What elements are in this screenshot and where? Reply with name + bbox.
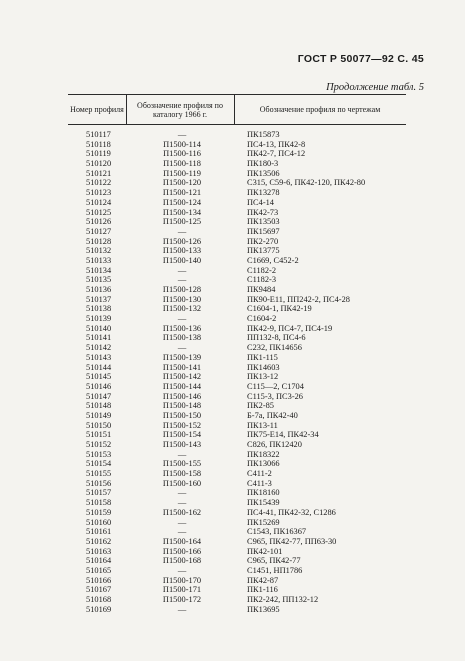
page-header: ГОСТ Р 50077—92 С. 45 — [297, 53, 424, 65]
profile-number-cell: 510168 — [86, 595, 112, 604]
profile-number-cell: 510157 — [86, 488, 112, 498]
catalog-1966-cell: П1500-121 — [162, 188, 202, 198]
table-header-rule — [68, 124, 406, 125]
profile-number-cell: 510132 — [86, 246, 112, 256]
catalog-1966-cell: П1500-114 — [163, 139, 201, 149]
profile-number-cell: 510153 — [86, 449, 112, 459]
drawing-designation-cell: ПС4-13, ПК42-8 — [247, 139, 306, 149]
catalog-1966-cell: П1500-125 — [162, 217, 202, 227]
profile-number-cell: 510120 — [86, 159, 112, 169]
profile-number-cell: 510166 — [86, 575, 112, 585]
drawing-designation-cell: С411-2 — [247, 469, 272, 479]
drawing-designation-cell: ПС4-41, ПК42-32, С1286 — [247, 507, 336, 517]
profile-number-cell: 510117 — [86, 130, 111, 139]
drawing-designation-cell: С411-3 — [247, 478, 272, 488]
table-row — [0, 304, 465, 314]
drawing-designation-cell: С1669, С452-2 — [247, 255, 299, 265]
table-row — [0, 159, 465, 169]
table-row — [0, 324, 465, 334]
catalog-1966-cell: — — [177, 275, 187, 285]
catalog-1966-cell: — — [177, 449, 187, 459]
table-row — [0, 440, 465, 450]
drawing-designation-cell: ПК18160 — [247, 488, 280, 498]
profile-number-cell: 510164 — [86, 556, 112, 566]
table-row — [0, 595, 465, 605]
table-row — [0, 459, 465, 469]
table-row — [0, 508, 465, 518]
catalog-1966-cell: П1500-171 — [162, 585, 202, 595]
catalog-1966-cell: П1500-120 — [162, 178, 202, 188]
profile-number-cell: 510137 — [86, 294, 112, 304]
catalog-1966-cell: П1500-172 — [162, 595, 202, 604]
table-row — [0, 479, 465, 489]
catalog-1966-cell: П1500-136 — [162, 323, 202, 333]
drawing-designation-cell: С115—2, С1704 — [247, 381, 304, 391]
catalog-1966-cell: — — [177, 498, 187, 508]
catalog-1966-cell: П1500-141 — [162, 362, 202, 372]
table-row — [0, 227, 465, 237]
table-row — [0, 266, 465, 276]
catalog-1966-cell: — — [177, 527, 187, 537]
profile-number-cell: 510123 — [86, 188, 112, 198]
catalog-1966-cell: П1500-155 — [162, 459, 202, 469]
table-row — [0, 256, 465, 266]
profile-number-cell: 510119 — [86, 149, 111, 159]
table-row — [0, 314, 465, 324]
profile-number-cell: 510141 — [86, 333, 112, 343]
table-row — [0, 518, 465, 528]
catalog-1966-cell: П1500-138 — [162, 333, 202, 343]
table-row — [0, 372, 465, 382]
drawing-designation-cell: ПК15439 — [247, 498, 280, 508]
column-header-drawing-designation: Обозначение профиля по чертежам — [259, 105, 381, 114]
drawing-designation-cell: ПК15697 — [247, 226, 280, 236]
drawing-designation-cell: С1604-1, ПК42-19 — [247, 304, 312, 314]
catalog-1966-cell: П1500-144 — [162, 381, 202, 391]
drawing-designation-cell: С115-3, ПС3-26 — [247, 391, 303, 401]
table-row — [0, 392, 465, 402]
catalog-1966-cell: П1500-150 — [162, 410, 202, 420]
drawing-designation-cell: ПК13-12 — [247, 372, 279, 382]
table-row — [0, 498, 465, 508]
profile-number-cell: 510128 — [86, 236, 112, 246]
drawing-designation-cell: ПК1-116 — [247, 585, 278, 595]
profile-number-cell: 510124 — [86, 197, 112, 207]
table-row — [0, 188, 465, 198]
drawing-designation-cell: ПК18322 — [247, 449, 280, 459]
profile-number-cell: 510162 — [86, 536, 112, 546]
drawing-designation-cell: ПК42-101 — [247, 546, 283, 556]
catalog-1966-cell: — — [177, 565, 187, 575]
profile-number-cell: 510118 — [86, 139, 111, 149]
profile-number-cell: 510154 — [86, 459, 112, 469]
profile-number-cell: 510156 — [86, 478, 112, 488]
profile-number-cell: 510136 — [86, 285, 112, 294]
drawing-designation-cell: ПК90-Е11, ПП242-2, ПС4-28 — [247, 294, 350, 304]
drawing-designation-cell: ПК75-Е14, ПК42-34 — [247, 430, 319, 440]
table-row — [0, 469, 465, 479]
catalog-1966-cell: П1500-124 — [162, 197, 202, 207]
profile-number-cell: 510144 — [86, 362, 112, 372]
catalog-1966-cell: П1500-166 — [162, 546, 202, 556]
profile-number-cell: 510161 — [86, 527, 112, 537]
table-row — [0, 246, 465, 256]
catalog-1966-cell: — — [177, 343, 187, 353]
profile-number-cell: 510152 — [86, 440, 112, 449]
drawing-designation-cell: ПК42-87 — [247, 575, 279, 585]
table-row — [0, 353, 465, 363]
profile-number-cell: 510145 — [86, 372, 112, 382]
profile-number-cell: 510121 — [86, 168, 112, 178]
table-row — [0, 411, 465, 421]
catalog-1966-cell: П1500-158 — [162, 469, 202, 479]
drawing-designation-cell: Б-7а, ПК42-40 — [247, 410, 298, 420]
drawing-designation-cell: ПК13775 — [247, 246, 280, 256]
drawing-designation-cell: ПК13506 — [247, 168, 280, 178]
drawing-designation-cell: ПК42-73 — [247, 207, 279, 217]
catalog-1966-cell: П1500-146 — [162, 391, 202, 401]
drawing-designation-cell: ПК42-9, ПС4-7, ПС4-19 — [247, 323, 333, 333]
table-row — [0, 556, 465, 566]
drawing-designation-cell: С1451, НП1786 — [247, 565, 303, 575]
table-row — [0, 450, 465, 460]
table-row — [0, 343, 465, 353]
profile-number-cell: 510138 — [86, 304, 112, 314]
table-row — [0, 237, 465, 247]
drawing-designation-cell: ПК2-270 — [247, 236, 279, 246]
table-row — [0, 527, 465, 537]
profile-number-cell: 510169 — [86, 604, 112, 614]
table-row — [0, 605, 465, 615]
profile-number-cell: 510127 — [86, 226, 112, 236]
drawing-designation-cell: С1543, ПК16367 — [247, 527, 307, 537]
catalog-1966-cell: П1500-154 — [162, 430, 202, 440]
table-row — [0, 585, 465, 595]
profile-number-cell: 510126 — [86, 217, 112, 227]
catalog-1966-cell: — — [177, 604, 187, 614]
catalog-1966-cell: П1500-134 — [162, 207, 202, 217]
catalog-1966-cell: — — [177, 226, 187, 236]
profile-number-cell: 510135 — [86, 275, 112, 285]
drawing-designation-cell: ПК13695 — [247, 604, 280, 614]
profile-number-cell: 510142 — [86, 343, 112, 353]
table-row — [0, 537, 465, 547]
table-row — [0, 488, 465, 498]
table-row — [0, 295, 465, 305]
catalog-1966-cell: П1500-130 — [162, 294, 202, 304]
profile-number-cell: 510155 — [86, 469, 112, 479]
profile-number-cell: 510150 — [86, 420, 112, 430]
catalog-1966-cell: П1500-170 — [162, 575, 202, 585]
catalog-1966-cell: — — [177, 130, 187, 139]
profile-number-cell: 510147 — [86, 391, 112, 401]
drawing-designation-cell: ПК1-115 — [247, 352, 278, 362]
drawing-designation-cell: С1182-3 — [247, 275, 277, 285]
drawing-designation-cell: ПК13-11 — [247, 420, 278, 430]
drawing-designation-cell: С1604-2 — [247, 314, 277, 324]
table-row — [0, 140, 465, 150]
drawing-designation-cell: ПК2-85 — [247, 401, 274, 411]
profile-number-cell: 510151 — [86, 430, 112, 440]
profile-number-cell: 510122 — [86, 178, 112, 188]
drawing-designation-cell: С232, ПК14656 — [247, 343, 302, 353]
table-row — [0, 198, 465, 208]
drawing-designation-cell: ПК9484 — [247, 285, 276, 294]
profile-number-cell: 510133 — [86, 255, 112, 265]
catalog-1966-cell: П1500-168 — [162, 556, 202, 566]
table-row — [0, 566, 465, 576]
table-row — [0, 576, 465, 586]
profile-number-cell: 510148 — [86, 401, 112, 411]
profile-number-cell: 510163 — [86, 546, 112, 556]
catalog-1966-cell: П1500-126 — [162, 236, 202, 246]
drawing-designation-cell: ПК2-242, ПП132-12 — [247, 595, 319, 604]
table-row — [0, 217, 465, 227]
catalog-1966-cell: П1500-140 — [162, 255, 202, 265]
table-row — [0, 285, 465, 295]
profile-number-cell: 510134 — [86, 265, 112, 275]
drawing-designation-cell: ПК15269 — [247, 517, 280, 527]
profile-number-cell: 510125 — [86, 207, 112, 217]
catalog-1966-cell: П1500-139 — [162, 352, 202, 362]
catalog-1966-cell: П1500-162 — [162, 507, 202, 517]
profile-number-cell: 510140 — [86, 323, 112, 333]
table-top-rule — [68, 94, 406, 95]
catalog-1966-cell: П1500-116 — [163, 149, 201, 159]
table-row — [0, 547, 465, 557]
column-header-profile-number: Номер профиля — [70, 105, 124, 114]
table-row — [0, 421, 465, 431]
drawing-designation-cell: ПК14603 — [247, 362, 280, 372]
drawing-designation-cell: ПП132-8, ПС4-6 — [247, 333, 306, 343]
catalog-1966-cell: П1500-133 — [162, 246, 202, 256]
drawing-designation-cell: С965, ПК42-77 — [247, 556, 301, 566]
catalog-1966-cell: П1500-118 — [163, 159, 201, 169]
table-row — [0, 430, 465, 440]
catalog-1966-cell: — — [177, 517, 187, 527]
drawing-designation-cell: ПК13503 — [247, 217, 280, 227]
drawing-designation-cell: С1182-2 — [247, 265, 277, 275]
drawing-designation-cell: ПК13278 — [247, 188, 280, 198]
drawing-designation-cell: ПС4-14 — [247, 197, 274, 207]
catalog-1966-cell: П1500-152 — [162, 420, 202, 430]
table-row — [0, 275, 465, 285]
table-row — [0, 178, 465, 188]
catalog-1966-cell: — — [177, 314, 187, 324]
table-row — [0, 208, 465, 218]
profile-number-cell: 510139 — [86, 314, 112, 324]
profile-number-cell: 510158 — [86, 498, 112, 508]
catalog-1966-cell: П1500-164 — [162, 536, 202, 546]
drawing-designation-cell: ПК42-7, ПС4-12 — [247, 149, 306, 159]
table-row — [0, 333, 465, 343]
drawing-designation-cell: С315, С59-6, ПК42-120, ПК42-80 — [247, 178, 366, 188]
table-row — [0, 130, 465, 140]
profile-number-cell: 510149 — [86, 410, 112, 420]
catalog-1966-cell: П1500-142 — [162, 372, 202, 382]
table-row — [0, 382, 465, 392]
drawing-designation-cell: С965, ПК42-77, ПП63-30 — [247, 536, 337, 546]
drawing-designation-cell: ПК15873 — [247, 130, 280, 139]
table-row — [0, 169, 465, 179]
drawing-designation-cell: ПК13066 — [247, 459, 280, 469]
profile-number-cell: 510167 — [86, 585, 112, 595]
catalog-1966-cell: П1500-143 — [162, 440, 202, 449]
table-body — [0, 130, 465, 614]
profile-number-cell: 510165 — [86, 565, 112, 575]
profile-number-cell: 510143 — [86, 352, 112, 362]
profile-number-cell: 510160 — [86, 517, 112, 527]
catalog-1966-cell: П1500-132 — [162, 304, 202, 314]
catalog-1966-cell: — — [177, 488, 187, 498]
drawing-designation-cell: ПК180-3 — [247, 159, 279, 169]
profile-number-cell: 510146 — [86, 381, 112, 391]
column-header-catalog-1966: Обозначение профиля по каталогу 1966 г. — [137, 100, 223, 119]
table-continuation-label: Продолжение табл. 5 — [326, 82, 424, 93]
catalog-1966-cell: П1500-128 — [162, 285, 202, 294]
table-row — [0, 401, 465, 411]
catalog-1966-cell: П1500-148 — [162, 401, 202, 411]
drawing-designation-cell: С826, ПК12420 — [247, 440, 302, 449]
catalog-1966-cell: П1500-119 — [163, 168, 201, 178]
profile-number-cell: 510159 — [86, 507, 112, 517]
table-row — [0, 149, 465, 159]
table-row — [0, 363, 465, 373]
catalog-1966-cell: П1500-160 — [162, 478, 202, 488]
catalog-1966-cell: — — [177, 265, 187, 275]
